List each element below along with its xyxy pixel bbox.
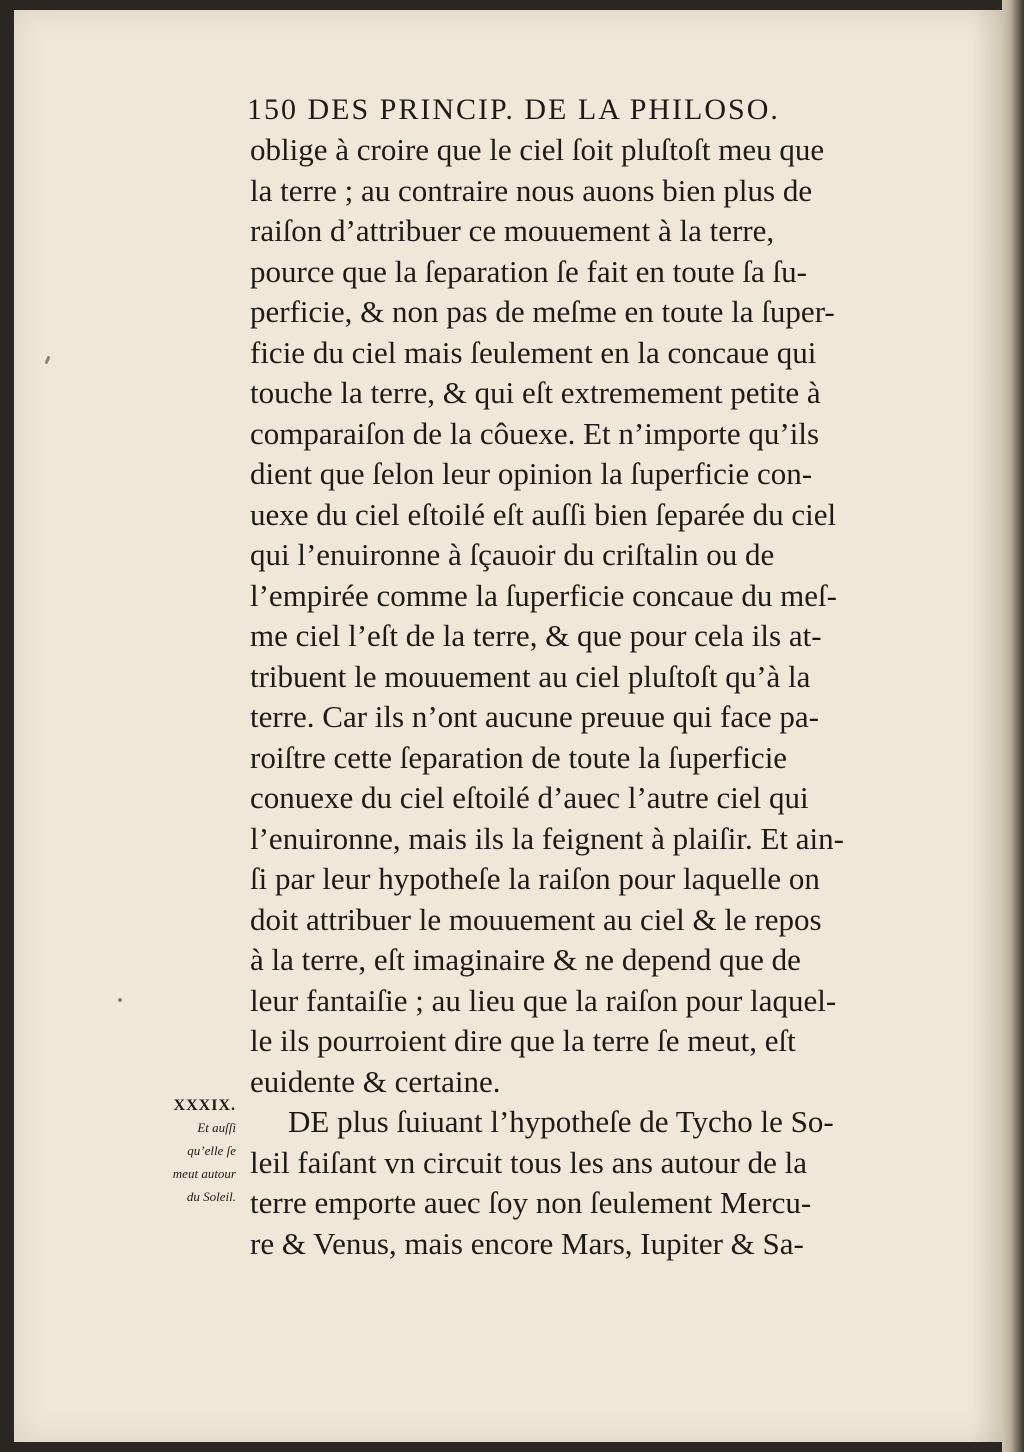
page-edge bbox=[1002, 0, 1024, 1452]
text-line: terre. Car ils n’ont aucune preuue qui face pa- bbox=[250, 699, 819, 734]
margin-note-line: du Soleil. bbox=[186, 1189, 236, 1204]
text-line: dient que ſelon leur opinion la ſuperficie con- bbox=[250, 456, 813, 491]
text-line: pource que la ſeparation ſe fait en toute ſa ſu- bbox=[250, 253, 807, 289]
text-line: le ils pourroient dire que la terre ſe meut, eſt bbox=[250, 1023, 796, 1058]
text-line: l’enuironne, mais ils la feignent à plaiſir. Et ain- bbox=[250, 820, 844, 856]
margin-note-line: meut autour bbox=[172, 1166, 236, 1181]
text-line: me ciel l’eſt de la terre, & que pour cela ils at- bbox=[250, 618, 822, 653]
margin-note-line: Et auſſi bbox=[197, 1120, 236, 1135]
text-line: re & Venus, mais encore Mars, Iupiter & Sa- bbox=[250, 1225, 804, 1261]
text-line: doit attribuer le mouuement au ciel & le repos bbox=[250, 901, 822, 937]
margin-note bbox=[128, 1096, 236, 1208]
margin-note-number: XXXIX. bbox=[173, 1097, 236, 1114]
main-text bbox=[250, 130, 940, 1264]
text-line: qui l’enuironne à ſçauoir du criſtalin ou de bbox=[250, 537, 775, 572]
text-line: raiſon d’attribuer ce mouuement à la terre, bbox=[250, 213, 775, 248]
text-line: ficie du ciel mais ſeulement en la concaue qui bbox=[250, 334, 817, 370]
running-head: 150 DES PRINCIP. DE LA PHILOSO. bbox=[247, 93, 780, 126]
text-line: leil faiſant vn circuit tous les ans autour de la bbox=[250, 1144, 807, 1180]
text-line: roiſtre cette ſeparation de toute la ſuperficie bbox=[250, 739, 788, 775]
text-line: l’empirée comme la ſuperficie concaue du meſ- bbox=[250, 577, 837, 613]
text-line: touche la terre, & qui eſt extremement petite à bbox=[250, 375, 821, 410]
text-line: terre emporte auec ſoy non ſeulement Mercu- bbox=[250, 1185, 812, 1220]
text-line: à la terre, eſt imaginaire & ne depend que de bbox=[250, 942, 801, 977]
paper-speck bbox=[118, 998, 122, 1002]
text-line: uexe du ciel eſtoilé eſt auſſi bien ſeparée du ciel bbox=[250, 496, 837, 532]
text-line: conuexe du ciel eſtoilé d’auec l’autre ciel qui bbox=[250, 780, 809, 815]
margin-note-line: qu’elle ſe bbox=[187, 1143, 236, 1158]
text-line: perficie, & non pas de meſme en toute la ſuper- bbox=[250, 294, 835, 329]
text-line: tribuent le mouuement au ciel pluſtoſt qu’à la bbox=[250, 658, 811, 694]
text-line: leur fantaiſie ; au lieu que la raiſon pour laquel- bbox=[250, 982, 837, 1018]
text-line: la terre ; au contraire nous auons bien plus de bbox=[250, 172, 813, 208]
text-line: ſi par leur hypotheſe la raiſon pour laquelle on bbox=[250, 861, 820, 896]
text-line: euidente & certaine. bbox=[250, 1063, 501, 1099]
text-line: oblige à croire que le ciel ſoit pluſtoſt meu que bbox=[250, 132, 825, 167]
text-line: comparaiſon de la côuexe. Et n’importe qu’ils bbox=[250, 415, 820, 451]
text-line: DE plus ſuiuant l’hypotheſe de Tycho le So- bbox=[288, 1104, 834, 1139]
